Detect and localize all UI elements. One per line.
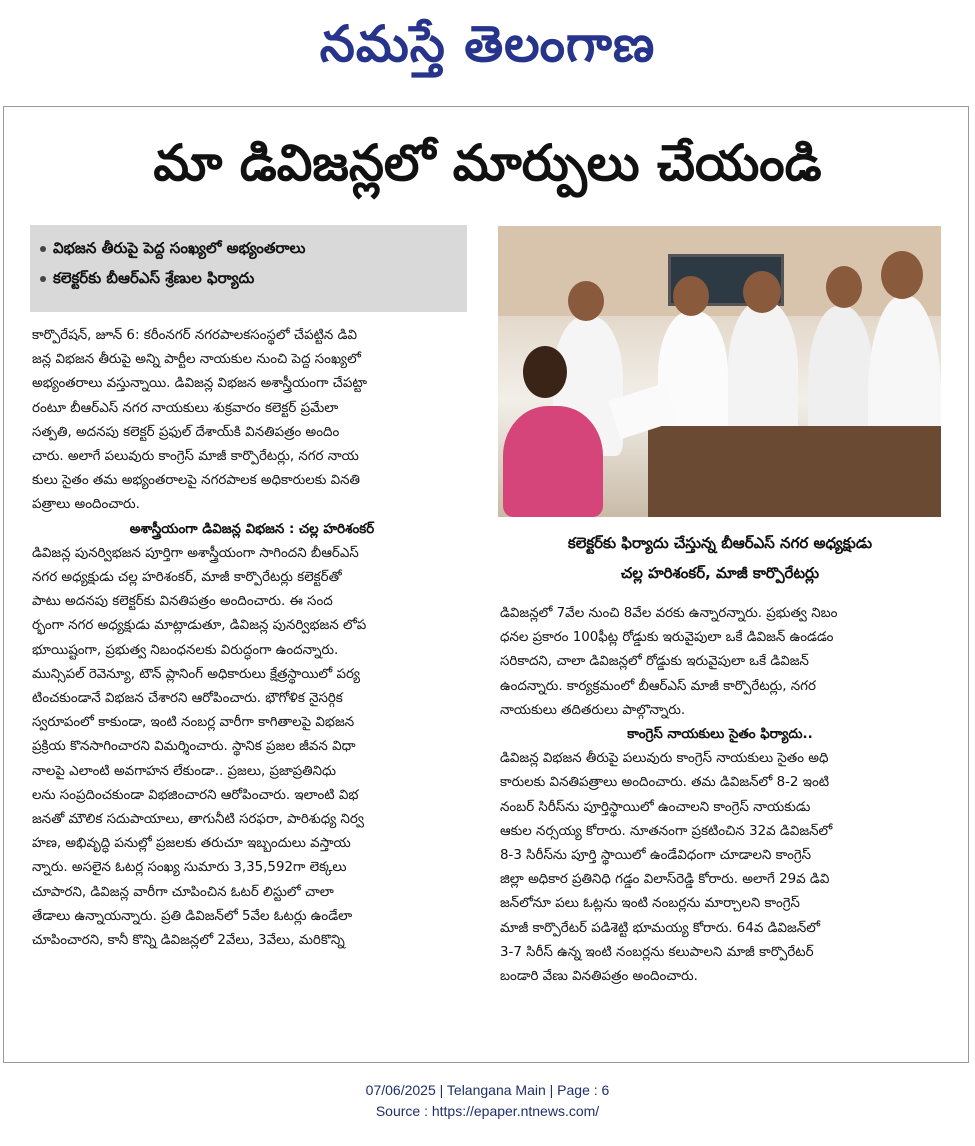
text-line: తేడాలు ఉన్నాయన్నారు. ప్రతి డివిజన్‌లో 5వేల ఓటర్లు ఉండేలా: [32, 908, 353, 924]
section-subhead: అశాస్త్రీయంగా డివిజన్ల విభజన : చల్ల హరిశంకర్‌: [129, 521, 375, 537]
text-line: ఆకుల నర్సయ్య కోరారు. నూతనంగా ప్రకటించిన 32వ డివిజన్‌లో: [500, 823, 833, 839]
text-line: చూపారని, డివిజన్ల వారీగా చూపించిన ఓటర్‌ లిస్టులో చాలా: [32, 884, 334, 900]
text-line: డివిజన్లలో 7వేల నుంచి 8వేల వరకు ఉన్నారన్నారు. ప్రభుత్వ నిబం: [500, 606, 838, 621]
photo-person-head: [881, 251, 923, 299]
article-column-right: [500, 602, 940, 989]
photo-person: [503, 406, 603, 517]
footer-source: Source : https://epaper.ntnews.com/: [375, 1103, 600, 1119]
photo-desk: [648, 426, 941, 517]
footer-edition: 07/06/2025 | Telangana Main | Page : 6: [365, 1082, 610, 1098]
highlight-item: [40, 263, 457, 293]
text-line: లను సంప్రదించకుండా విభజించారని ఆరోపించారు. ఇలాంటి విభ: [32, 787, 359, 803]
text-line: సత్పతి, అదనపు కలెక్టర్‌ ప్రఫుల్‌ దేశాయ్‌కి వినతిపత్రం అందిం: [32, 424, 340, 440]
section-subhead: కాంగ్రెస్‌ నాయకులు సైతం ఫిర్యాదు..: [627, 727, 813, 743]
text-line: స్వరూపంలో కాకుండా, ఇంటి నంబర్ల వారీగా కాగితాలపై విభజన: [32, 715, 355, 731]
bullet-icon: [40, 246, 46, 252]
text-line: 3-7 సిరీస్‌ ఉన్న ఇంటి నంబర్లను కలుపాలని మాజీ కార్పొరేటర్‌: [500, 944, 814, 960]
text-line: సరికాదని, చాలా డివిజన్లలో రోడ్డుకు ఇరువైపులా ఒకే డివిజన్‌: [500, 654, 809, 670]
text-line: ధనల ప్రకారం 100ఫీట్ల రోడ్డుకు ఇరువైపులా ఒకే డివిజన్‌ ఉండడం: [500, 630, 834, 646]
text-line: మున్సిపల్‌ రెవెన్యూ, టౌన్‌ ప్లానింగ్‌ అధికారులు క్షేత్రస్థాయిలో పర్య: [32, 666, 361, 682]
text-line: ఉందన్నారు. కార్యక్రమంలో బీఆర్‌ఎస్‌ మాజీ కార్పొరేటర్లు, నగర: [500, 678, 816, 694]
masthead-title: నమస్తే తెలంగాణ: [319, 14, 656, 73]
text-line: నాయకులు తదితరులు పాల్గొన్నారు.: [500, 702, 686, 718]
section-paragraph: [500, 747, 940, 989]
text-line: జనతో మౌలిక సదుపాయాలు, తాగునీటి సరఫరా, పారిశుధ్య నిర్వ: [32, 812, 364, 828]
text-line: చారు. అలాగే పలువురు కాంగ్రెస్‌ మాజీ కార్పొరేటర్లు, నగర నాయ: [32, 449, 359, 465]
text-line: హణ, అభివృద్ధి పనుల్లో ప్రజలకు తరుచూ ఇబ్బందులు వస్తాయ: [32, 836, 351, 852]
caption-line: కలెక్టర్‌కు ఫిర్యాదు చేస్తున్న బీఆర్‌ఎస్‌ నగర అధ్యక్షుడు: [567, 534, 873, 552]
photo-person-head: [826, 266, 862, 308]
photo-person-head: [743, 271, 781, 313]
text-line: అభ్యంతరాలు వస్తున్నాయి. డివిజన్ల విభజన అశాస్త్రీయంగా చేపట్టా: [32, 376, 368, 392]
photo-person-head: [673, 276, 709, 316]
text-line: రంటూ బీఆర్‌ఎస్‌ నగర నాయకులు శుక్రవారం కలెక్టర్‌ ప్రమేలా: [32, 400, 339, 416]
article-headline: మా డివిజన్లలో మార్పులు చేయండి: [153, 134, 822, 192]
text-line: నగర అధ్యక్షుడు చల్ల హరిశంకర్‌, మాజీ కార్పొరేటర్లు కలెక్టర్‌తో: [32, 570, 342, 586]
text-line: నాలపై ఎలాంటి అవగాహన లేకుండా.. ప్రజలు, ప్రజాప్రతినిధు: [32, 763, 337, 779]
text-line: జన్‌లోనూ పలు ఓట్లను ఇంటి నంబర్లను మార్చాలని కాంగ్రెస్‌: [500, 896, 800, 912]
text-line: పత్రాలు అందించారు.: [32, 497, 140, 513]
section-paragraph: [32, 542, 472, 953]
photo-person-head: [523, 346, 567, 398]
text-line: కారులకు వినతిపత్రాలు అందించారు. తమ డివిజన్‌లో 8-2 ఇంటి: [500, 775, 830, 791]
text-line: డివిజన్ల విభజన తీరుపై పలువురు కాంగ్రెస్‌ నాయకులు సైతం అధి: [500, 751, 829, 767]
photo-person-head: [568, 281, 604, 321]
text-line: న్నారు. అసలైన ఓటర్ల సంఖ్య సుమారు 3,35,592గా లెక్కలు: [32, 860, 347, 876]
text-line: జిల్లా అధికార ప్రతినిధి గడ్డం విలాస్‌రెడ్డి కోరారు. అలాగే 29వ డివి: [500, 872, 830, 888]
photo-caption: [500, 528, 940, 592]
text-line: కులు సైతం తమ అభ్యంతరాలపై నగరపాలక అధికారులకు వినతి: [32, 473, 360, 489]
continuation-paragraph: [500, 602, 940, 723]
text-line: కార్పొరేషన్‌, జూన్‌ 6: కరీంనగర్‌ నగరపాలకసంస్థలో చేపట్టిన డివి: [32, 328, 358, 343]
intro-paragraph: [32, 324, 472, 518]
text-line: డివిజన్ల పునర్విభజన పూర్తిగా అశాస్త్రీయంగా సాగిందని బీఆర్‌ఎస్‌: [32, 545, 359, 561]
text-line: 8-3 సిరీస్‌ను పూర్తి స్థాయిలో ఉండేవిధంగా చూడాలని కాంగ్రెస్‌: [500, 848, 812, 864]
text-line: ర్భంగా నగర అధ్యక్షుడు మాట్లాడుతూ, డివిజన్ల పునర్విభజన లోప: [32, 618, 367, 634]
news-photo: [498, 226, 941, 517]
highlight-text: కలెక్టర్‌కు బీఆర్‌ఎస్‌ శ్రేణుల ఫిర్యాదు: [53, 269, 255, 287]
masthead: [0, 8, 975, 80]
text-line: పాటు అదనపు కలెక్టర్‌కు వినతిపత్రం అందించారు. ఈ సంద: [32, 594, 333, 610]
text-line: మాజీ కార్పొరేటర్‌ పడిశెట్టి భూమయ్య కోరారు. 64వ డివిజన్‌లో: [500, 920, 821, 936]
highlight-text: విభజన తీరుపై పెద్ద సంఖ్యలో అభ్యంతరాలు: [53, 239, 306, 257]
text-line: బండారి వేణు వినతిపత్రం అందించారు.: [500, 969, 698, 985]
highlights-box: [30, 225, 467, 312]
text-line: జన్ల విభజన తీరుపై అన్ని పార్టీల నాయకుల నుంచి పెద్ద సంఖ్యలో: [32, 352, 361, 368]
highlight-item: [40, 233, 457, 263]
text-line: టించకుండానే విభజన చేశారని ఆరోపించారు. భౌగోళిక నైసర్గిక: [32, 691, 343, 707]
text-line: నంబర్‌ సిరీస్‌ను పూర్తిస్థాయిలో ఉంచాలని కాంగ్రెస్‌ నాయకుడు: [500, 799, 811, 815]
bullet-icon: [40, 276, 46, 282]
article-column-left: [32, 324, 472, 953]
text-line: ప్రక్రియ కొనసాగించారని విమర్శించారు. స్థానిక ప్రజల జీవన విధా: [32, 739, 356, 755]
text-line: చూపించారని, కానీ కొన్ని డివిజన్లలో 2వేలు, 3వేలు, మరికొన్ని: [32, 933, 345, 949]
page-footer: [0, 1080, 975, 1122]
caption-line: చల్ల హరిశంకర్‌, మాజీ కార్పొరేటర్లు: [620, 564, 820, 582]
text-line: భూయిష్టంగా, ప్రభుత్వ నిబంధనలకు విరుద్ధంగా ఉందన్నారు.: [32, 642, 339, 658]
